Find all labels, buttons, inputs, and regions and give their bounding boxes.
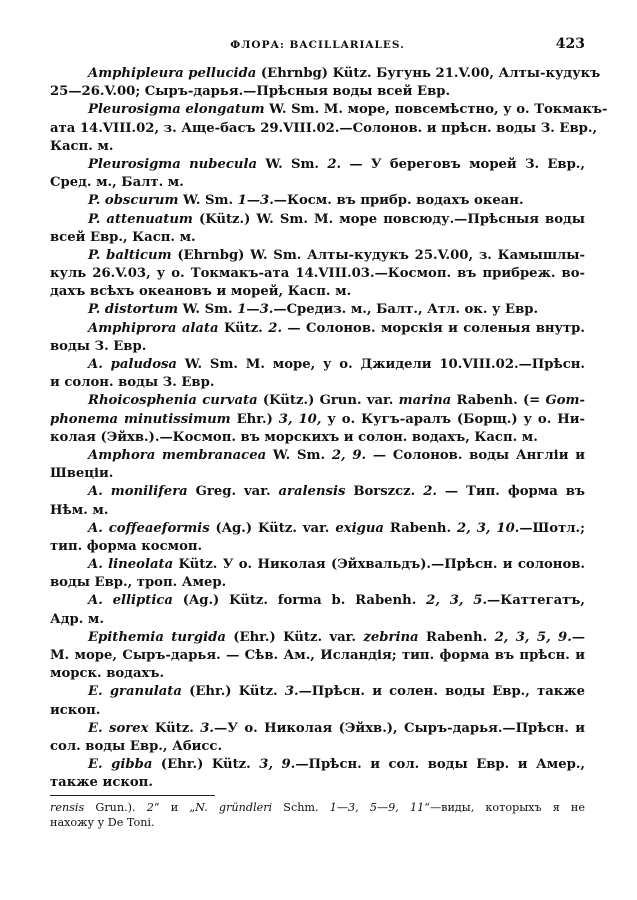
text: колая (Эйхв.).—Космоп. въ морскихъ и солон. водахъ, Касп. м.: [50, 429, 538, 445]
text: ата 14.VIII.02, з. Аще-басъ 29.VIII.02.—Солонов. и прѣсн. воды З. Евр.,: [50, 120, 598, 136]
text: дахъ всѣхъ океановъ и морей, Касп. м.: [50, 284, 352, 300]
text: 25—26.V.00; Сыръ-дарья.—Прѣсныя воды всей Евр.: [50, 84, 451, 100]
italic-text: Rhoicosphenia curvata: [88, 393, 258, 409]
species-entry: [50, 356, 585, 392]
italic-text: Epithemia turgida: [88, 629, 226, 645]
species-entry: [50, 447, 585, 483]
text: Grun.).: [84, 801, 147, 814]
italic-text: P. balticum: [88, 247, 172, 263]
text: и солон. воды З. Евр.: [50, 375, 215, 391]
italic-text: 1—3, 5—9, 11: [329, 801, 425, 814]
text: Нѣм. м.: [50, 502, 109, 518]
italic-text: 2, 3, 5.: [426, 593, 488, 609]
text-line: [50, 65, 601, 83]
text-line: [50, 774, 585, 792]
italic-text: 2.: [423, 484, 437, 500]
species-entry: [50, 520, 585, 556]
species-entry: [50, 683, 585, 719]
text: воды З. Евр.: [50, 338, 147, 354]
species-entry: [50, 320, 585, 356]
text: (Ehrnbg) W. Sm. Алты-кудукъ 25.V.00, з. Камышлы-: [171, 247, 585, 263]
text-line: [50, 815, 585, 830]
text: Rabenh.: [383, 520, 458, 536]
italic-text: 2.: [327, 156, 342, 172]
italic-text: aralensis: [278, 484, 346, 500]
species-entry: [50, 247, 585, 302]
text: —Прѣсн. и солен. воды Евр., также: [298, 684, 585, 700]
italic-text: Pleurosigma elongatum: [88, 102, 265, 118]
text-line: [50, 683, 585, 701]
species-entry: [50, 101, 608, 156]
text: Rabenh.: [418, 629, 495, 645]
text: Kütz. У о. Николая (Эйхвальдъ).—Прѣсн. и солонов.: [173, 557, 585, 573]
text: — Солонов. морскія и соленыя внутр.: [282, 320, 585, 336]
italic-text: 1—3.: [237, 193, 274, 209]
italic-text: zebrina: [363, 629, 419, 645]
text: Адр. м.: [50, 611, 104, 627]
text-line: [50, 756, 585, 774]
italic-text: rensis: [50, 801, 85, 814]
italic-text: Amphora membranacea: [88, 447, 267, 463]
text-line: [50, 120, 598, 138]
italic-text: 2, 3, 5, 9.: [494, 629, 572, 645]
text: Швеціи.: [50, 466, 114, 482]
text: —Каттегатъ,: [487, 593, 586, 609]
text-line: [50, 283, 585, 301]
text-line: [50, 247, 585, 265]
italic-text: Amphiprora alata: [88, 320, 219, 336]
text-line: [50, 502, 585, 520]
italic-text: 2, 3, 10.: [457, 520, 520, 536]
species-entry: [50, 301, 585, 319]
text-line: [50, 629, 585, 647]
text-line: [50, 392, 585, 410]
footnote-rule: [50, 795, 215, 796]
text-line: [50, 174, 585, 192]
italic-text: A. paludosa: [88, 357, 177, 372]
text-line: [50, 156, 585, 174]
text: (Ehr.) Kütz.: [152, 757, 260, 773]
text: W. Sm.: [178, 193, 238, 209]
text: (Ehr.) Kütz.: [181, 684, 285, 700]
italic-text: A. elliptica: [88, 593, 173, 609]
text: —: [571, 629, 586, 645]
text: Schm.: [272, 801, 330, 814]
italic-text: phonema minutissimum: [50, 411, 231, 427]
text-line: [50, 702, 585, 720]
text: —Прѣсн. и сол. воды Евр. и Амер.,: [295, 757, 586, 773]
text-line: [50, 101, 608, 119]
italic-text: marina: [398, 393, 452, 409]
species-entry: [50, 720, 585, 756]
species-entry: [50, 156, 585, 192]
text: ископ.: [50, 702, 101, 718]
text: Rabenh. (=: [451, 393, 546, 409]
text-line: [50, 338, 585, 356]
text-line: [50, 211, 585, 229]
text: морск. водахъ.: [50, 666, 165, 682]
text-line: [50, 592, 585, 610]
italic-text: 3, 9.: [259, 757, 296, 773]
text: “ и „: [153, 801, 196, 814]
text: —Средиз. м., Балт., Атл. ок. у Евр.: [273, 302, 539, 318]
text: W. Sm.: [266, 447, 332, 463]
text: Сред. м., Балт. м.: [50, 175, 184, 191]
text-line: [50, 647, 585, 665]
text: также ископ.: [50, 775, 153, 791]
text: нахожу у De Toni.: [50, 816, 155, 829]
species-entry: [50, 556, 585, 592]
text-line: [50, 538, 585, 556]
italic-text: P. attenuatum: [88, 211, 193, 227]
text: тип. форма космоп.: [50, 538, 203, 554]
text: — Тип. форма въ: [436, 484, 585, 500]
italic-text: A. lineolata: [88, 557, 174, 573]
text: (Ehr.) Kütz. var.: [225, 629, 364, 645]
species-entry: [50, 65, 601, 101]
text-line: [50, 665, 585, 683]
text: (Kütz.) W. Sm. М. море повсюду.—Прѣсныя воды: [192, 211, 585, 227]
italic-text: Gom-: [545, 393, 585, 409]
text: Greg. var.: [187, 484, 279, 500]
italic-text: Pleurosigma nubecula: [88, 156, 258, 172]
footnote: [50, 800, 585, 830]
italic-text: exigua: [335, 520, 384, 536]
text: “—виды, которыхъ я не: [424, 801, 585, 814]
text-line: [50, 611, 585, 629]
text-line: [50, 374, 585, 392]
species-entry: [50, 592, 585, 628]
text-line: [50, 320, 585, 338]
species-entry: [50, 392, 585, 447]
italic-text: 1—3.: [237, 302, 274, 318]
italic-text: 2.: [268, 320, 283, 336]
text-line: [50, 720, 585, 738]
text-line: [50, 738, 585, 756]
text: (Ehrnbg) Kütz. Бугунь 21.V.00, Алты-кудукъ: [256, 66, 601, 81]
italic-text: 3.: [200, 720, 215, 736]
running-title: ФЛОРА: BACILLARIALES.: [230, 39, 405, 51]
text: — У береговъ морей З. Евр.,: [341, 156, 585, 172]
text: W. Sm. М. море, у о. Джидели 10.VIII.02.—Прѣсн.: [176, 357, 585, 372]
text: Ehr.): [230, 411, 279, 427]
text: (Kütz.) Grun. var.: [257, 393, 399, 409]
text: Kütz.: [148, 720, 201, 736]
italic-text: 2: [146, 801, 154, 814]
species-entry: [50, 756, 585, 792]
text: всей Евр., Касп. м.: [50, 229, 196, 245]
text: W. Sm.: [257, 156, 328, 172]
text: W. Sm. М. море, повсемѣстно, у о. Токмакъ-: [264, 102, 608, 118]
main-text: [50, 65, 608, 793]
text-line: [50, 556, 585, 574]
text-line: [50, 574, 585, 592]
text: —У о. Николая (Эйхв.), Сыръ-дарья.—Прѣсн. и: [214, 720, 586, 736]
text-line: [50, 429, 585, 447]
species-entry: [50, 211, 585, 247]
italic-text: A. monilifera: [88, 484, 188, 500]
italic-text: P. obscurum: [88, 193, 179, 209]
species-entry: [50, 483, 585, 519]
italic-text: 3, 10,: [278, 411, 322, 427]
text: Касп. м.: [50, 138, 114, 154]
text: Borszcz.: [345, 484, 424, 500]
italic-text: Amphipleura pellucida: [88, 66, 257, 81]
text-line: [50, 138, 585, 156]
italic-text: P. distortum: [88, 302, 179, 318]
page-header: [50, 36, 585, 54]
text: —Шотл.;: [519, 520, 585, 536]
text: —Косм. въ прибр. водахъ океан.: [273, 193, 524, 209]
species-entry: [50, 629, 585, 684]
text-line: [50, 411, 585, 429]
text: куль 26.V.03, у о. Токмакъ-ата 14.VIII.03.—Космоп. въ прибреж. во-: [50, 266, 585, 282]
text-line: [50, 229, 585, 247]
italic-text: 2, 9.: [331, 447, 367, 463]
italic-text: 3.: [284, 684, 299, 700]
text: воды Евр., троп. Амер.: [50, 575, 227, 591]
text-line: [50, 447, 585, 465]
italic-text: E. granulata: [88, 684, 182, 700]
text-line: [50, 265, 585, 283]
italic-text: N. gründleri: [195, 801, 273, 814]
italic-text: E. gibba: [88, 757, 153, 773]
text-line: [50, 465, 585, 483]
text: (Ag.) Kütz. var.: [209, 520, 336, 536]
text: (Ag.) Kütz. forma b. Rabenh.: [172, 593, 427, 609]
text: Kütz.: [218, 320, 269, 336]
text: W. Sm.: [178, 302, 238, 318]
text-line: [50, 483, 585, 501]
text: — Солонов. воды Англіи и: [366, 447, 586, 463]
text-line: [50, 192, 585, 210]
text-line: [50, 301, 585, 319]
page-number: 423: [555, 36, 585, 52]
text-line: [50, 356, 585, 374]
italic-text: E. sorex: [88, 720, 149, 736]
text-line: [50, 520, 585, 538]
italic-text: A. coffeaeformis: [88, 520, 210, 536]
text-line: [50, 800, 585, 815]
text: у о. Кугъ-аралъ (Борщ.) у о. Ни-: [321, 411, 585, 427]
species-entry: [50, 192, 585, 210]
text: сол. воды Евр., Абисс.: [50, 738, 223, 754]
text-line: [50, 83, 585, 101]
text: М. море, Сыръ-дарья. — Сѣв. Ам., Исландія; тип. форма въ прѣсн. и: [50, 648, 585, 663]
